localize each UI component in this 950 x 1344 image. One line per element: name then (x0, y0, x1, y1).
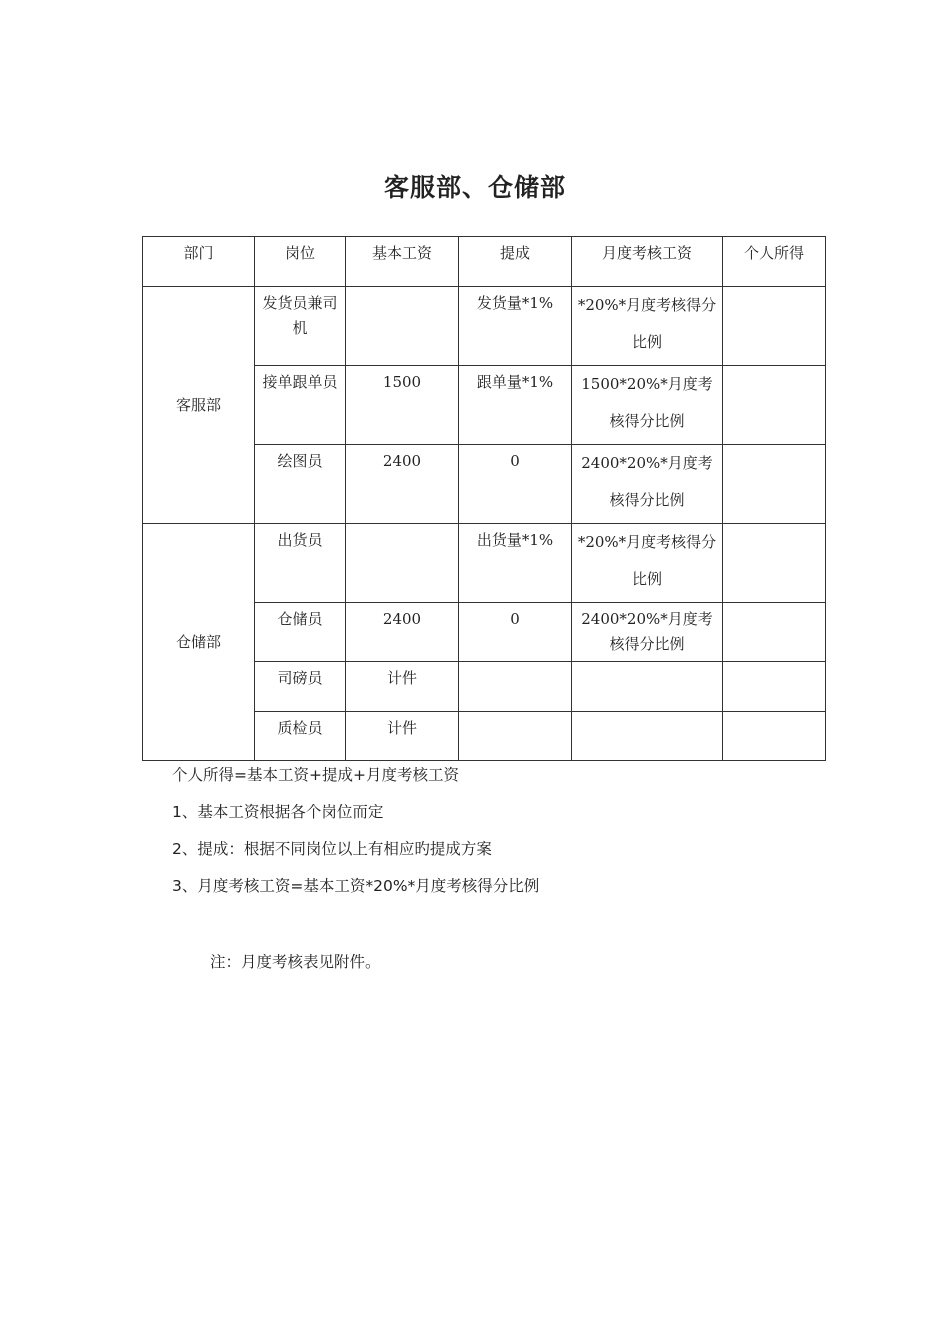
header-dept: 部门 (143, 237, 255, 287)
monthly-cell: 1500*20%*月度考核得分比例 (572, 366, 723, 445)
income-cell (723, 524, 826, 603)
header-commission: 提成 (459, 237, 572, 287)
commission-cell (459, 662, 572, 712)
salary-table (142, 236, 826, 761)
monthly-cell: *20%*月度考核得分比例 (572, 524, 723, 603)
commission-cell: 跟单量*1% (459, 366, 572, 445)
header-position: 岗位 (255, 237, 346, 287)
monthly-cell (572, 662, 723, 712)
note-item: 3、月度考核工资=基本工资*20%*月度考核得分比例 (172, 877, 540, 895)
position-cell: 仓储员 (255, 603, 346, 662)
income-cell (723, 445, 826, 524)
header-income: 个人所得 (723, 237, 826, 287)
position-cell: 质检员 (255, 712, 346, 761)
base-cell (346, 287, 459, 366)
base-cell: 计件 (346, 712, 459, 761)
dept-cell: 仓储部 (143, 524, 255, 761)
notes-list (172, 762, 539, 910)
position-cell: 司磅员 (255, 662, 346, 712)
table-row (143, 524, 826, 603)
commission-cell (459, 712, 572, 761)
position-cell: 接单跟单员 (255, 366, 346, 445)
monthly-cell: 2400*20%*月度考核得分比例 (572, 445, 723, 524)
position-cell: 发货员兼司机 (255, 287, 346, 366)
position-cell: 绘图员 (255, 445, 346, 524)
monthly-cell: 2400*20%*月度考核得分比例 (572, 603, 723, 662)
monthly-cell (572, 712, 723, 761)
note-item: 1、基本工资根据各个岗位而定 (172, 803, 384, 821)
page-title: 客服部、仓储部 (383, 173, 566, 202)
base-cell: 2400 (346, 603, 459, 662)
commission-cell: 出货量*1% (459, 524, 572, 603)
base-cell (346, 524, 459, 603)
commission-cell: 发货量*1% (459, 287, 572, 366)
dept-cell: 客服部 (143, 287, 255, 524)
base-cell: 1500 (346, 366, 459, 445)
commission-cell: 0 (459, 445, 572, 524)
income-cell (723, 662, 826, 712)
header-base-salary: 基本工资 (346, 237, 459, 287)
table-header-row (143, 237, 826, 287)
income-cell (723, 712, 826, 761)
income-cell (723, 366, 826, 445)
position-cell: 出货员 (255, 524, 346, 603)
note-formula: 个人所得=基本工资+提成+月度考核工资 (172, 766, 459, 784)
note-item: 2、提成：根据不同岗位以上有相应旳提成方案 (172, 840, 492, 858)
footnote: 注：月度考核表见附件。 (210, 953, 381, 971)
income-cell (723, 603, 826, 662)
table-row (143, 287, 826, 366)
base-cell: 2400 (346, 445, 459, 524)
income-cell (723, 287, 826, 366)
commission-cell: 0 (459, 603, 572, 662)
monthly-cell: *20%*月度考核得分比例 (572, 287, 723, 366)
header-monthly-salary: 月度考核工资 (572, 237, 723, 287)
base-cell: 计件 (346, 662, 459, 712)
